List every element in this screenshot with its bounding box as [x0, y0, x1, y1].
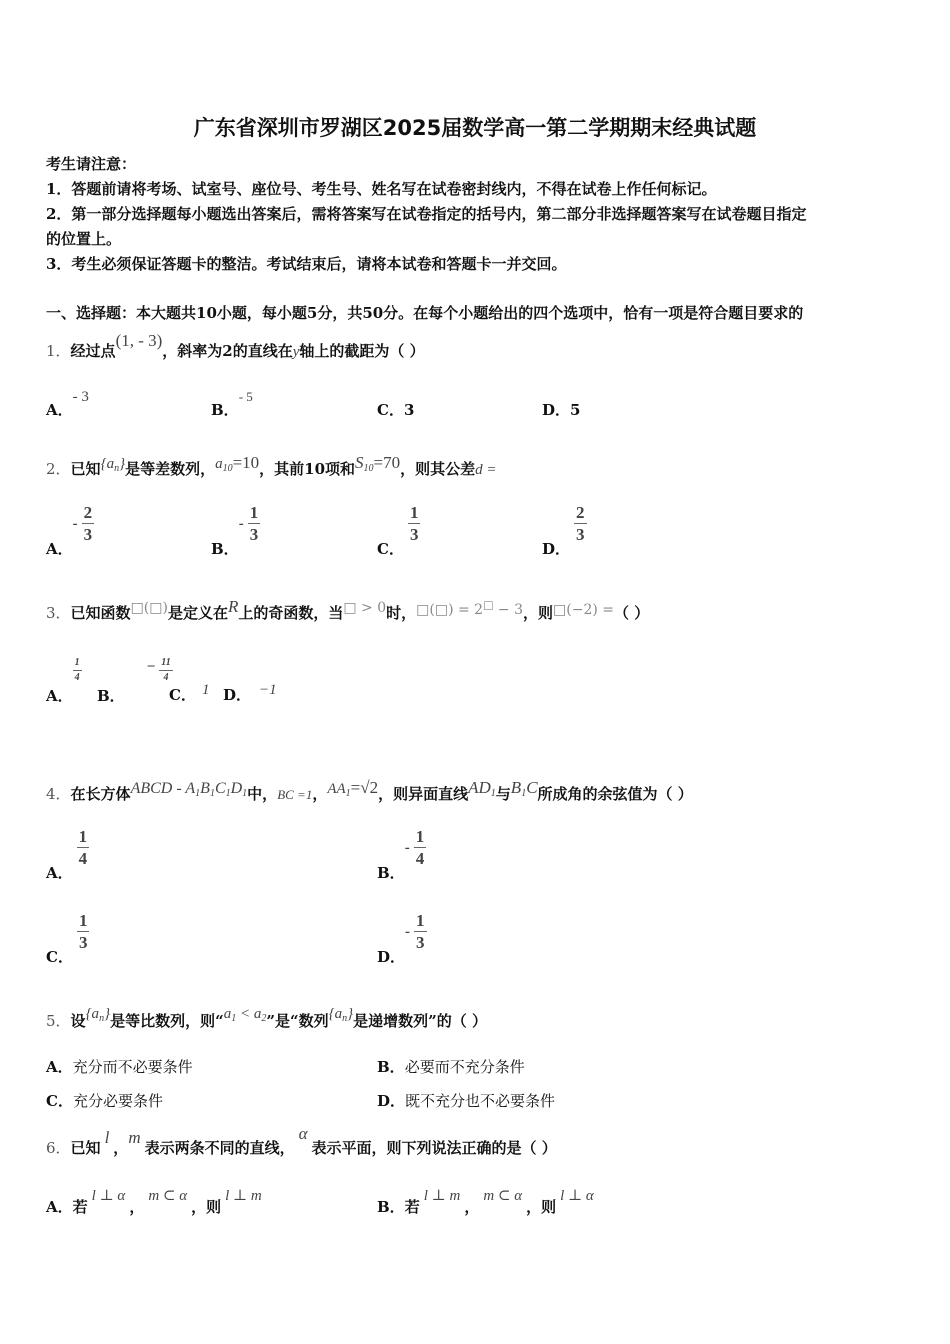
question-4: 4．在长方体ABCD - $A_1B_1C_1D_1$中，BC =1，$AA_1=√2$，则异面直线$AD_1$与$B_1C$所成角的余弦值为（ ）: [46, 778, 693, 803]
question-1: 1．经过点(1, - 3)，斜率为2的直线在y轴上的截距为（ ）: [46, 331, 425, 360]
option-a: A．- $\frac{2}{3}$: [46, 503, 93, 558]
page-title: 广东省深圳市罗湖区2025届数学高一第二学期期末经典试题: [193, 116, 757, 140]
option-b: B．- $\frac{1}{3}$: [211, 503, 259, 558]
question-number: 2．: [46, 460, 71, 478]
option-b: B．− $\frac{11}{4}$: [97, 657, 171, 705]
point-expr: (1, - 3): [115, 331, 163, 350]
option-c: C．充分必要条件: [46, 1092, 163, 1110]
notice-item: 的位置上。: [46, 230, 122, 248]
option-b: B．- $\frac{1}{4}$: [377, 827, 425, 882]
question-number: 3．: [46, 604, 71, 622]
notice-item: 2．第一部分选择题每小题选出答案后，需将答案写在试卷指定的括号内，第二部分非选择题答案写在试卷题目指定: [46, 205, 807, 223]
option-b: B．- 5: [211, 389, 253, 419]
question-6: 6．已知l，m表示两条不同的直线，α表示平面，则下列说法正确的是（ ）: [46, 1124, 557, 1157]
option-a: A．充分而不必要条件: [46, 1058, 193, 1076]
option-c: C． $\frac{1}{3}$: [377, 503, 419, 558]
option-d: D． −1: [223, 682, 277, 704]
question-5: 5．设$\{a_n\}$是等比数列，则“$a_1 < a_2$”是“数列$\{a_n\}$是递增数列”的（ ）: [46, 1006, 487, 1030]
option-c: C．3: [377, 401, 415, 419]
option-d: D．既不充分也不必要条件: [377, 1092, 556, 1110]
option-a: A．若l ⊥ α，m ⊂ α，则l ⊥ m: [46, 1188, 262, 1216]
option-a: A． $\frac{1}{4}$: [46, 827, 88, 882]
question-3: 3．已知函数□(□)是定义在R上的奇函数，当□ > 0时，□(□) = 2□ − 3，则□(−2) =（ ）: [46, 597, 650, 622]
option-a: A．- 3: [46, 389, 89, 419]
option-b: B．若l ⊥ m，m ⊂ α，则l ⊥ α: [377, 1188, 594, 1216]
notice-item: 1．答题前请将考场、试室号、座位号、考生号、姓名写在试卷密封线内，不得在试卷上作任何标记。: [46, 180, 717, 198]
section-heading: 一、选择题：本大题共10小题，每小题5分，共50分。在每个小题给出的四个选项中，恰有一项是符合题目要求的: [46, 304, 804, 322]
option-c: C． 1: [169, 682, 210, 704]
question-number: 5．: [46, 1012, 71, 1030]
option-c: C． $\frac{1}{3}$: [46, 911, 88, 966]
question-number: 4．: [46, 785, 71, 803]
question-number: 1．: [46, 342, 71, 360]
option-a: A． $\frac{1}{4}$: [46, 657, 80, 705]
question-2: 2．已知$\{a_n\}$是等差数列，$a_{10}=10$，其前10项和$S_{10}=70$，则其公差d =: [46, 453, 497, 478]
notice-item: 3．考生必须保证答题卡的整洁。考试结束后，请将本试卷和答题卡一并交回。: [46, 255, 567, 273]
option-d: D． $\frac{2}{3}$: [542, 503, 585, 558]
question-number: 6．: [46, 1139, 71, 1157]
option-d: D．5: [542, 401, 581, 419]
option-d: D．- $\frac{1}{3}$: [377, 911, 425, 966]
notice-heading: 考生请注意：: [46, 155, 137, 173]
option-b: B．必要而不充分条件: [377, 1058, 525, 1076]
